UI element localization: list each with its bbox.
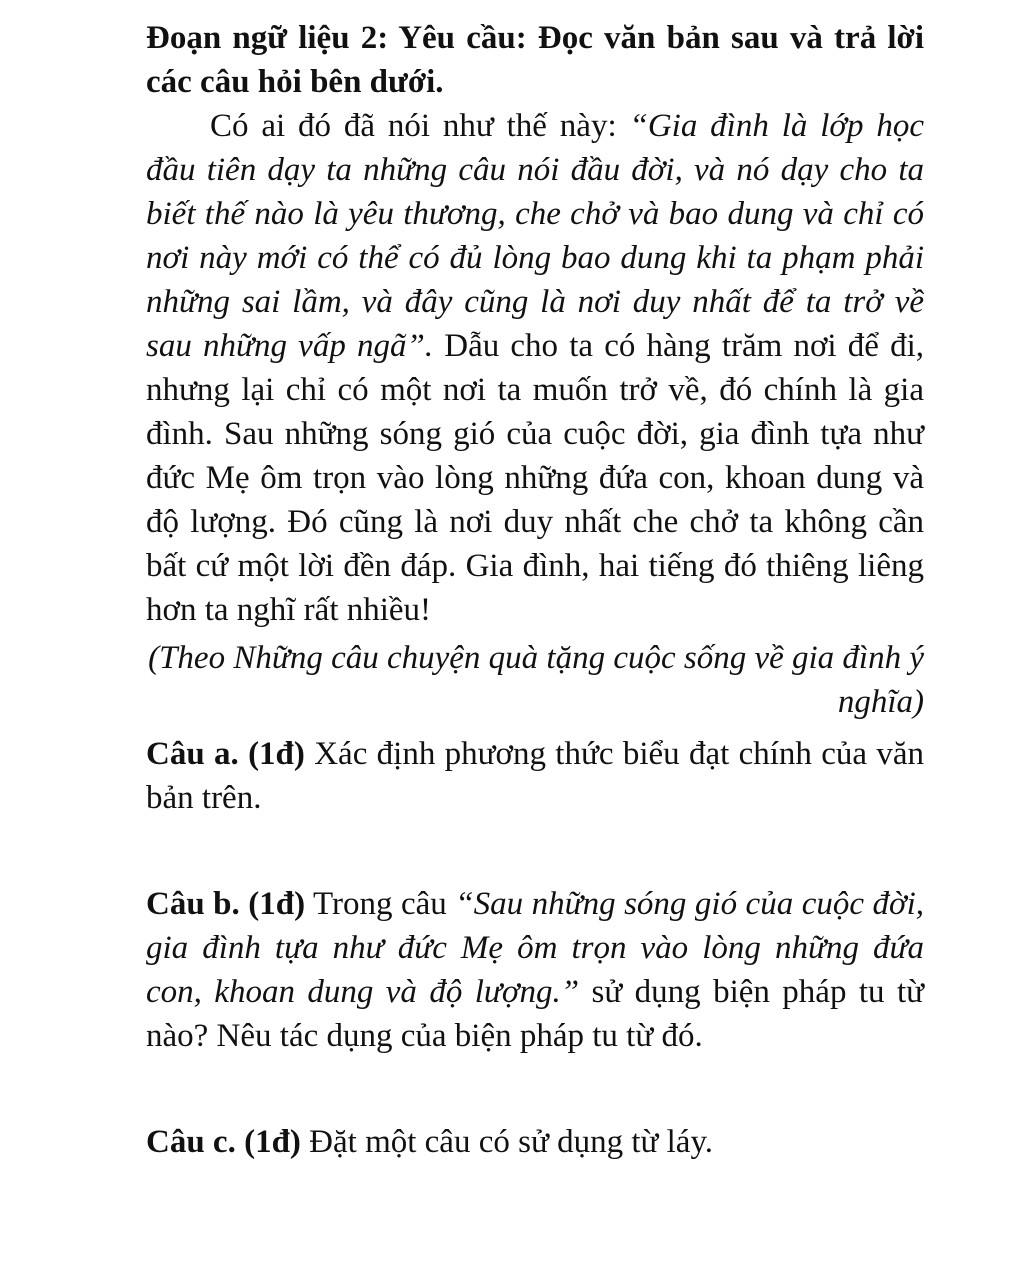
question-b-pre: Trong câu (305, 886, 456, 922)
question-c-text: Đặt một câu có sử dụng từ láy. (300, 1124, 714, 1160)
question-b-quote: “Sau những sóng gió của cuộc đời, gia đình tựa như đức Mẹ ôm trọn vào lòng những đứa con, khoan dung và độ lượng.” (146, 886, 924, 1010)
question-a-text: Xác định phương thức biểu đạt chính của văn bản trên. (146, 736, 924, 816)
question-c-label: Câu c. (1đ) (146, 1124, 301, 1160)
document-page (146, 16, 924, 1164)
question-a-label: Câu a. (1đ) (146, 736, 305, 772)
question-b-label: Câu b. (1đ) (146, 886, 306, 922)
passage-body: Dẫu cho ta có hàng trăm nơi để đi, nhưng lại chỉ có một nơi ta muốn trở về, đó chính là gia đình. Sau những sóng gió của cuộc đời, gia đình tựa như đức Mẹ ôm trọn vào lòng những đứa con, khoan dung và độ lượng. Đó cũng là nơi duy nhất che chở ta không cần bất cứ một lời đền đáp. Gia đình, hai tiếng đó thiêng liêng hơn ta nghĩ rất nhiều! (146, 328, 924, 628)
passage-quote: “Gia đình là lớp học đầu tiên dạy ta những câu nói đầu đời, và nó dạy cho ta biết thế nào là yêu thương, che chở và bao dung và chỉ có nơi này mới có thể có đủ lòng bao dung khi ta phạm phải những sai lầm, và đây cũng là nơi duy nhất để ta trở về sau những vấp ngã”. (146, 108, 924, 364)
question-c (146, 1120, 924, 1164)
question-a (146, 732, 924, 820)
passage-source: (Theo Những câu chuyện quà tặng cuộc sống về gia đình ý nghĩa) (148, 640, 924, 720)
reading-passage (146, 104, 924, 632)
question-b (146, 882, 924, 1058)
passage-intro: Có ai đó đã nói như thế này: (210, 108, 630, 144)
section-heading: Đoạn ngữ liệu 2: Yêu cầu: Đọc văn bản sau và trả lời các câu hỏi bên dưới. (146, 20, 924, 100)
question-b-post: sử dụng biện pháp tu từ nào? Nêu tác dụng của biện pháp tu từ đó. (146, 974, 924, 1054)
